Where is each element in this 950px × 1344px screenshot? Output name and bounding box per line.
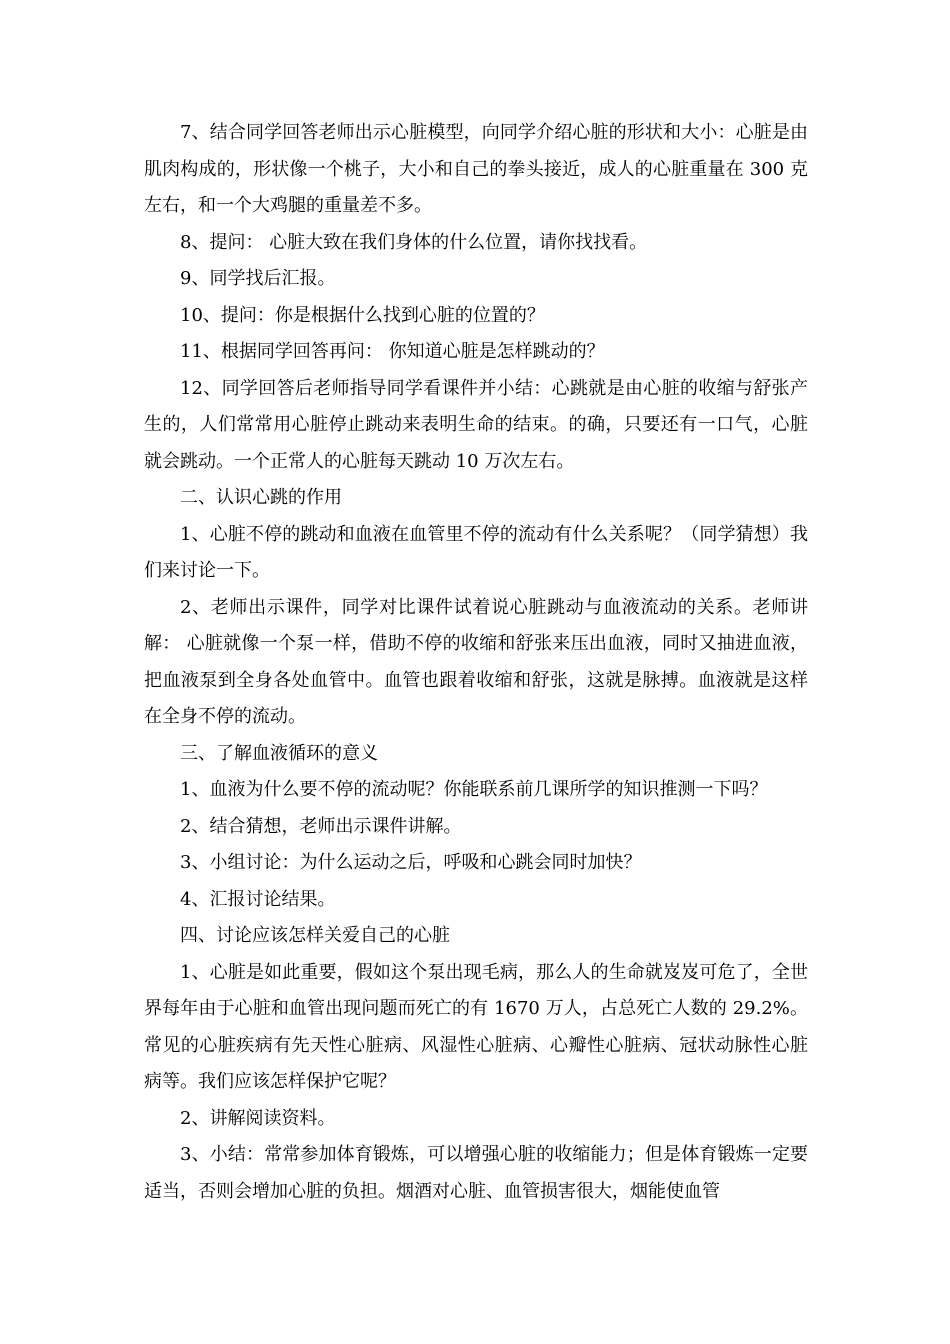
paragraph-step-12: 12、同学回答后老师指导同学看课件并小结：心跳就是由心脏的收缩与舒张产生的，人们常常用心脏停止跳动来表明生命的结束。的确，只要还有一口气，心脏就会跳动。一个正常人的心脏每天跳动 10 万次左右。 [144,377,808,472]
paragraph-step-9: 9、同学找后汇报。 [180,268,336,289]
section-heading-3: 三、了解血液循环的意义 [180,742,378,764]
paragraph-s3-item-1: 1、血液为什么要不停的流动呢？你能联系前几课所学的知识推测一下吗？ [180,779,768,800]
paragraph-step-11: 11、根据同学回答再问： 你知道心脏是怎样跳动的？ [180,341,605,362]
paragraph-step-10: 10、提问：你是根据什么找到心脏的位置的？ [180,304,545,326]
paragraph-step-7: 7、结合同学回答老师出示心脏模型，向同学介绍心脏的形状和大小：心脏是由肌肉构成的，形状像一个桃子，大小和自己的拳头接近，成人的心脏重量在 300 克左右，和一个大鸡腿的重量差不多。 [144,122,808,216]
paragraph-step-8: 8、提问： 心脏大致在我们身体的什么位置，请你找找看。 [180,231,648,253]
paragraph-s4-item-3: 3、小结：常常参加体育锻炼，可以增强心脏的收缩能力；但是体育锻炼一定要适当，否则会增加心脏的负担。烟酒对心脏、血管损害很大，烟能使血管 [144,1144,808,1202]
section-heading-2: 二、认识心跳的作用 [180,487,342,508]
paragraph-s2-item-2: 2、老师出示课件，同学对比课件试着说心脏跳动与血液流动的关系。老师讲解： 心脏就像一个泵一样，借助不停的收缩和舒张来压出血液，同时又抽进血液，把血液泵到全身各处血管中。血管也跟着收缩和舒张，这就是脉搏。血液就是这样在全身不停的流动。 [144,596,808,727]
paragraph-s2-item-1: 1、心脏不停的跳动和血液在血管里不停的流动有什么关系呢？（同学猜想）我们来讨论一下。 [144,523,808,581]
paragraph-s3-item-4: 4、汇报讨论结果。 [180,888,336,910]
paragraph-s3-item-3: 3、小组讨论：为什么运动之后，呼吸和心跳会同时加快？ [180,852,642,873]
section-heading-4: 四、讨论应该怎样关爱自己的心脏 [180,925,450,946]
paragraph-s4-item-2: 2、讲解阅读资料。 [180,1107,336,1129]
paragraph-s4-item-1: 1、心脏是如此重要，假如这个泵出现毛病，那么人的生命就岌岌可危了，全世界每年由于心脏和血管出现问题而死亡的有 1670 万人，占总死亡人数的 29.2%。常见的心脏疾病有先天性心脏病、风湿性心脏病、心瓣性心脏病、冠状动脉性心脏病等。我们应该怎样保护它呢？ [144,961,808,1092]
paragraph-s3-item-2: 2、结合猜想，老师出示课件讲解。 [180,815,462,837]
document-body [144,115,808,1210]
